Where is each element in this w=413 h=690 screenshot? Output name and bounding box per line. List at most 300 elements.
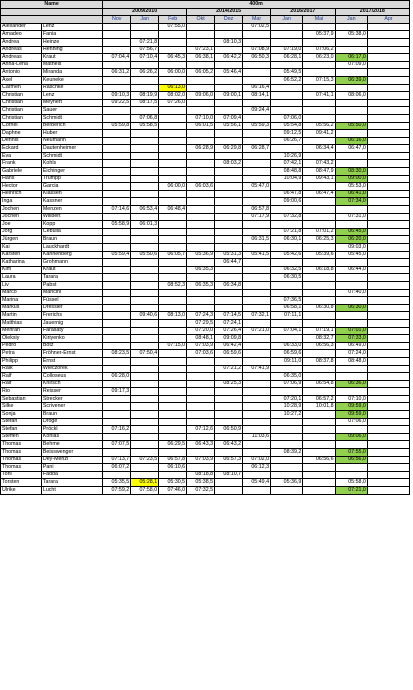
time-cell: 07:32,8 [271, 213, 303, 221]
table-row [1, 122, 410, 130]
time-cell [303, 152, 335, 160]
time-cell: 05:59,8 [103, 122, 131, 130]
time-cell: 05:53,0 [335, 183, 367, 191]
time-cell: 08:23,5 [103, 350, 131, 358]
table-row [1, 289, 410, 297]
time-cell [367, 335, 409, 343]
time-cell: 07:29,5 [187, 319, 215, 327]
time-cell [303, 388, 335, 396]
time-cell [243, 190, 271, 198]
time-cell: 05:50,6 [131, 251, 159, 259]
time-cell [367, 122, 409, 130]
time-cell: 07:40,0 [335, 289, 367, 297]
time-cell: 06:17,0 [335, 54, 367, 62]
first-name-cell: Pedro [1, 342, 42, 350]
last-name-cell: Colloseus [41, 373, 102, 381]
time-cell [303, 350, 335, 358]
time-cell [187, 297, 215, 305]
time-cell [367, 221, 409, 229]
table-row [1, 403, 410, 411]
time-cell [303, 319, 335, 327]
time-cell [103, 304, 131, 312]
time-cell: 06:39,0 [335, 76, 367, 84]
time-cell: 06:59,6 [215, 350, 243, 358]
first-name-cell: Thomas [1, 449, 42, 457]
time-cell [303, 221, 335, 229]
time-cell: 07:06,8 [131, 114, 159, 122]
time-cell [243, 471, 271, 479]
time-cell [335, 99, 367, 107]
time-cell [187, 152, 215, 160]
first-name-cell: Andrea [1, 38, 42, 46]
last-name-cell: Kraut [41, 266, 102, 274]
time-cell [103, 145, 131, 153]
time-cell: 07:10,4 [131, 54, 159, 62]
time-cell [367, 107, 409, 115]
time-cell: 07:02,5 [243, 23, 271, 31]
time-cell: 05:38,5 [187, 479, 215, 487]
time-cell [243, 403, 271, 411]
time-cell [215, 61, 243, 69]
time-cell: 06:05,7 [159, 251, 187, 259]
time-cell [303, 289, 335, 297]
time-cell: 07:08,9 [243, 46, 271, 54]
table-row [1, 137, 410, 145]
time-cell [303, 206, 335, 214]
time-cell: 06:50,9 [215, 426, 243, 434]
time-cell [271, 145, 303, 153]
time-cell [159, 380, 187, 388]
time-cell [271, 281, 303, 289]
first-name-cell: Raik [1, 365, 42, 373]
time-cell [103, 168, 131, 176]
table-row [1, 228, 410, 236]
time-cell [303, 365, 335, 373]
time-cell: 06:59,6 [271, 350, 303, 358]
time-cell [303, 479, 335, 487]
time-cell [243, 441, 271, 449]
first-name-cell: Cornel [1, 122, 42, 130]
table-row [1, 281, 410, 289]
table-row [1, 54, 410, 62]
time-cell: 06:43,3 [187, 441, 215, 449]
time-cell [271, 418, 303, 426]
time-cell [131, 449, 159, 457]
time-cell: 05:49,4 [243, 479, 271, 487]
time-cell [243, 274, 271, 282]
last-name-cell: Trumpp [41, 175, 102, 183]
time-cell: 07:41,9 [243, 365, 271, 373]
time-cell [159, 61, 187, 69]
time-cell [131, 31, 159, 39]
time-cell [243, 335, 271, 343]
time-cell: 06:23,0 [303, 54, 335, 62]
time-cell: 09:22,5 [103, 99, 131, 107]
time-cell: 06:57,3 [215, 456, 243, 464]
time-cell [367, 92, 409, 100]
time-cell: 10:28,9 [271, 403, 303, 411]
table-row [1, 487, 410, 495]
time-cell: 09:24,4 [243, 107, 271, 115]
time-cell [215, 357, 243, 365]
time-cell [159, 213, 187, 221]
time-cell [187, 107, 215, 115]
table-row [1, 373, 410, 381]
time-cell: 07:23,5 [131, 456, 159, 464]
time-cell [367, 304, 409, 312]
time-cell [243, 449, 271, 457]
time-cell [271, 61, 303, 69]
table-row [1, 183, 410, 191]
time-cell [303, 107, 335, 115]
time-cell [131, 137, 159, 145]
time-cell [103, 418, 131, 426]
time-cell: 06:45,0 [335, 228, 367, 236]
time-cell: 06:32,5 [271, 266, 303, 274]
time-cell: 08:39,2 [271, 449, 303, 457]
table-row [1, 357, 410, 365]
table-row [1, 365, 410, 373]
time-cell: 07:06,0 [335, 418, 367, 426]
time-cell [103, 244, 131, 252]
time-cell: 09:12,5 [271, 130, 303, 138]
time-cell [367, 342, 409, 350]
time-cell: 07:41,1 [303, 92, 335, 100]
time-cell [271, 84, 303, 92]
time-cell: 05:31,3 [215, 251, 243, 259]
time-cell: 06:31,2 [103, 69, 131, 77]
time-cell: 11:03,6 [243, 433, 271, 441]
time-cell [335, 130, 367, 138]
last-name-cell: Beisswenger [41, 449, 102, 457]
time-cell [335, 464, 367, 472]
time-cell: 07:03,9 [187, 342, 215, 350]
last-name-cell: Neumann [41, 137, 102, 145]
time-cell: 06:18,8 [303, 266, 335, 274]
time-cell [335, 441, 367, 449]
time-cell [303, 23, 335, 31]
time-cell [243, 114, 271, 122]
first-name-cell: Carmen [1, 84, 42, 92]
time-cell: 06:28,1 [271, 54, 303, 62]
time-cell: 05:58,9 [103, 221, 131, 229]
time-cell [215, 23, 243, 31]
time-cell [335, 297, 367, 305]
time-cell [271, 319, 303, 327]
time-cell: 05:59,4 [103, 251, 131, 259]
time-cell [367, 160, 409, 168]
time-cell [131, 274, 159, 282]
first-name-cell: Petra [1, 350, 42, 358]
time-cell [159, 198, 187, 206]
time-cell [131, 266, 159, 274]
time-cell: 06:56,0 [335, 456, 367, 464]
time-cell [215, 99, 243, 107]
time-cell [271, 426, 303, 434]
last-name-cell: Dautenheimer [41, 145, 102, 153]
time-cell [335, 107, 367, 115]
time-cell [367, 206, 409, 214]
time-cell: 07:21,8 [271, 228, 303, 236]
time-cell: 07:26,4 [215, 327, 243, 335]
time-cell [335, 69, 367, 77]
time-cell [367, 373, 409, 381]
time-cell [215, 168, 243, 176]
time-cell: 05:54,8 [271, 122, 303, 130]
time-cell [215, 373, 243, 381]
table-row [1, 380, 410, 388]
time-cell: 08:14,1 [243, 92, 271, 100]
time-cell [367, 388, 409, 396]
table-row [1, 130, 410, 138]
time-cell: 07:04,1 [271, 327, 303, 335]
time-cell: 09:00,0 [335, 175, 367, 183]
time-cell: 09:59,0 [335, 403, 367, 411]
time-cell [159, 289, 187, 297]
time-cell: 06:34,4 [303, 145, 335, 153]
first-name-cell: Amadeo [1, 31, 42, 39]
first-name-cell: Marco [1, 289, 42, 297]
time-cell [303, 373, 335, 381]
time-cell: 07:19,1 [303, 327, 335, 335]
time-cell [159, 228, 187, 236]
time-cell [335, 365, 367, 373]
time-cell [187, 373, 215, 381]
time-cell: 07:24,0 [335, 350, 367, 358]
time-cell [187, 411, 215, 419]
time-cell [243, 289, 271, 297]
time-cell [335, 388, 367, 396]
time-cell [367, 426, 409, 434]
table-row [1, 69, 410, 77]
table-row [1, 38, 410, 46]
time-cell [187, 357, 215, 365]
time-cell: 07:17,9 [243, 213, 271, 221]
time-cell: 07:14,6 [103, 206, 131, 214]
time-cell: 07:13,7 [103, 456, 131, 464]
time-cell [215, 221, 243, 229]
time-cell [103, 61, 131, 69]
time-cell: 07:02,0 [243, 456, 271, 464]
table-row [1, 99, 410, 107]
first-name-cell: Kim [1, 266, 42, 274]
time-cell: 09:06,0 [187, 92, 215, 100]
time-cell: 06:07,2 [103, 464, 131, 472]
first-name-cell: Christian [1, 99, 42, 107]
time-cell [187, 99, 215, 107]
first-name-cell: Ulrike [1, 487, 42, 495]
time-cell: 06:53,4 [131, 206, 159, 214]
month-header: Mar [243, 16, 271, 24]
time-cell [367, 289, 409, 297]
time-cell [271, 471, 303, 479]
time-cell: 06:00,0 [159, 183, 187, 191]
time-cell: 07:21,0 [243, 327, 271, 335]
time-cell [103, 236, 131, 244]
time-cell: 07:06,2 [303, 46, 335, 54]
first-name-cell: Silke [1, 403, 42, 411]
time-cell: 07:50,4 [131, 350, 159, 358]
time-cell: 07:10,0 [335, 395, 367, 403]
time-cell [243, 31, 271, 39]
last-name-cell: Lauckhardt [41, 244, 102, 252]
first-name-cell: Kai [1, 244, 42, 252]
first-name-cell: Stefan [1, 426, 42, 434]
time-cell [103, 107, 131, 115]
time-cell: 06:12,3 [243, 464, 271, 472]
time-cell [131, 213, 159, 221]
last-name-cell: Dröge [41, 418, 102, 426]
table-row [1, 160, 410, 168]
time-cell: 06:47,0 [335, 145, 367, 153]
time-cell: 06:16,4 [243, 84, 271, 92]
time-cell [243, 380, 271, 388]
last-name-cell: Willbert [41, 213, 102, 221]
time-cell [243, 373, 271, 381]
last-name-cell: Raschke [41, 84, 102, 92]
time-cell [303, 84, 335, 92]
time-cell [335, 206, 367, 214]
time-cell [367, 54, 409, 62]
time-cell: 06:26,2 [131, 69, 159, 77]
table-row [1, 342, 410, 350]
last-name-cell: Schmidt [41, 152, 102, 160]
time-cell [159, 365, 187, 373]
time-cell [215, 395, 243, 403]
last-name-cell: Grohmann [41, 259, 102, 267]
time-cell [103, 403, 131, 411]
last-name-cell: Berberich [41, 122, 102, 130]
time-cell [131, 319, 159, 327]
table-row [1, 236, 410, 244]
month-header: Nov [103, 16, 131, 24]
first-name-cell: Martin [1, 312, 42, 320]
table-row [1, 152, 410, 160]
time-cell: 07:55,0 [335, 449, 367, 457]
time-cell: 07:21,2 [215, 365, 243, 373]
time-cell: 09:17,3 [103, 388, 131, 396]
time-cell [367, 357, 409, 365]
time-cell [303, 213, 335, 221]
time-cell [131, 168, 159, 176]
time-cell [103, 213, 131, 221]
time-cell [131, 342, 159, 350]
time-cell [367, 297, 409, 305]
last-name-cell: Braun [41, 411, 102, 419]
time-cell: 06:57,8 [159, 456, 187, 464]
time-cell [187, 228, 215, 236]
time-cell [367, 152, 409, 160]
season-header: 2017/2018 [335, 8, 409, 16]
table-row [1, 312, 410, 320]
time-cell: 06:28,7 [243, 145, 271, 153]
last-name-cell: Lenz [41, 92, 102, 100]
last-name-cell: Mancini [41, 289, 102, 297]
last-name-cell: Pani [41, 464, 102, 472]
time-cell: 06:49,0 [335, 342, 367, 350]
time-cell [103, 266, 131, 274]
time-cell [215, 130, 243, 138]
time-cell [215, 206, 243, 214]
time-cell [131, 259, 159, 267]
time-cell [215, 183, 243, 191]
first-name-cell: Torsten [1, 479, 42, 487]
time-cell: 07:59,2 [103, 487, 131, 495]
time-cell: 07:20,0 [187, 327, 215, 335]
time-cell [131, 152, 159, 160]
time-cell [243, 69, 271, 77]
time-cell [243, 411, 271, 419]
time-cell [187, 274, 215, 282]
time-cell [159, 175, 187, 183]
time-cell [215, 236, 243, 244]
last-name-cell: Behme [41, 441, 102, 449]
time-cell [103, 130, 131, 138]
time-cell: 06:25,3 [303, 236, 335, 244]
time-cell [335, 471, 367, 479]
time-cell [303, 69, 335, 77]
first-name-cell: Daphne [1, 130, 42, 138]
last-name-cell: Füssel [41, 297, 102, 305]
time-cell [335, 221, 367, 229]
time-cell: 07:14,5 [215, 312, 243, 320]
time-cell [367, 251, 409, 259]
time-cell [159, 221, 187, 229]
time-cell: 05:46,4 [215, 69, 243, 77]
last-name-cell: Meynert [41, 99, 102, 107]
table-row [1, 213, 410, 221]
time-cell [367, 168, 409, 176]
table-row [1, 259, 410, 267]
time-cell [131, 335, 159, 343]
time-cell: 09:06,0 [335, 433, 367, 441]
time-cell: 09:00,1 [215, 92, 243, 100]
last-name-cell: Scrivener [41, 403, 102, 411]
time-cell [159, 152, 187, 160]
first-name-cell: Thomas [1, 464, 42, 472]
table-row [1, 335, 410, 343]
table-row [1, 92, 410, 100]
time-cell [159, 357, 187, 365]
time-cell [187, 433, 215, 441]
time-cell [303, 418, 335, 426]
time-cell [131, 373, 159, 381]
time-cell [159, 335, 187, 343]
table-row [1, 433, 410, 441]
time-cell [215, 487, 243, 495]
time-cell [187, 206, 215, 214]
time-cell: 08:06,0 [335, 92, 367, 100]
last-name-cell: Kopp [41, 221, 102, 229]
time-cell [243, 304, 271, 312]
time-cell: 10:26,9 [271, 152, 303, 160]
table-row [1, 266, 410, 274]
time-cell [215, 274, 243, 282]
time-cell [303, 38, 335, 46]
time-cell: 05:42,6 [271, 251, 303, 259]
table-row [1, 388, 410, 396]
time-cell [335, 152, 367, 160]
time-cell [131, 388, 159, 396]
time-cell: 08:32,7 [303, 335, 335, 343]
time-cell [271, 206, 303, 214]
time-cell [303, 433, 335, 441]
time-cell [271, 183, 303, 191]
time-cell [131, 433, 159, 441]
last-name-cell: Kiriyenko [41, 335, 102, 343]
time-cell: 10:04,9 [271, 175, 303, 183]
table-row [1, 61, 410, 69]
